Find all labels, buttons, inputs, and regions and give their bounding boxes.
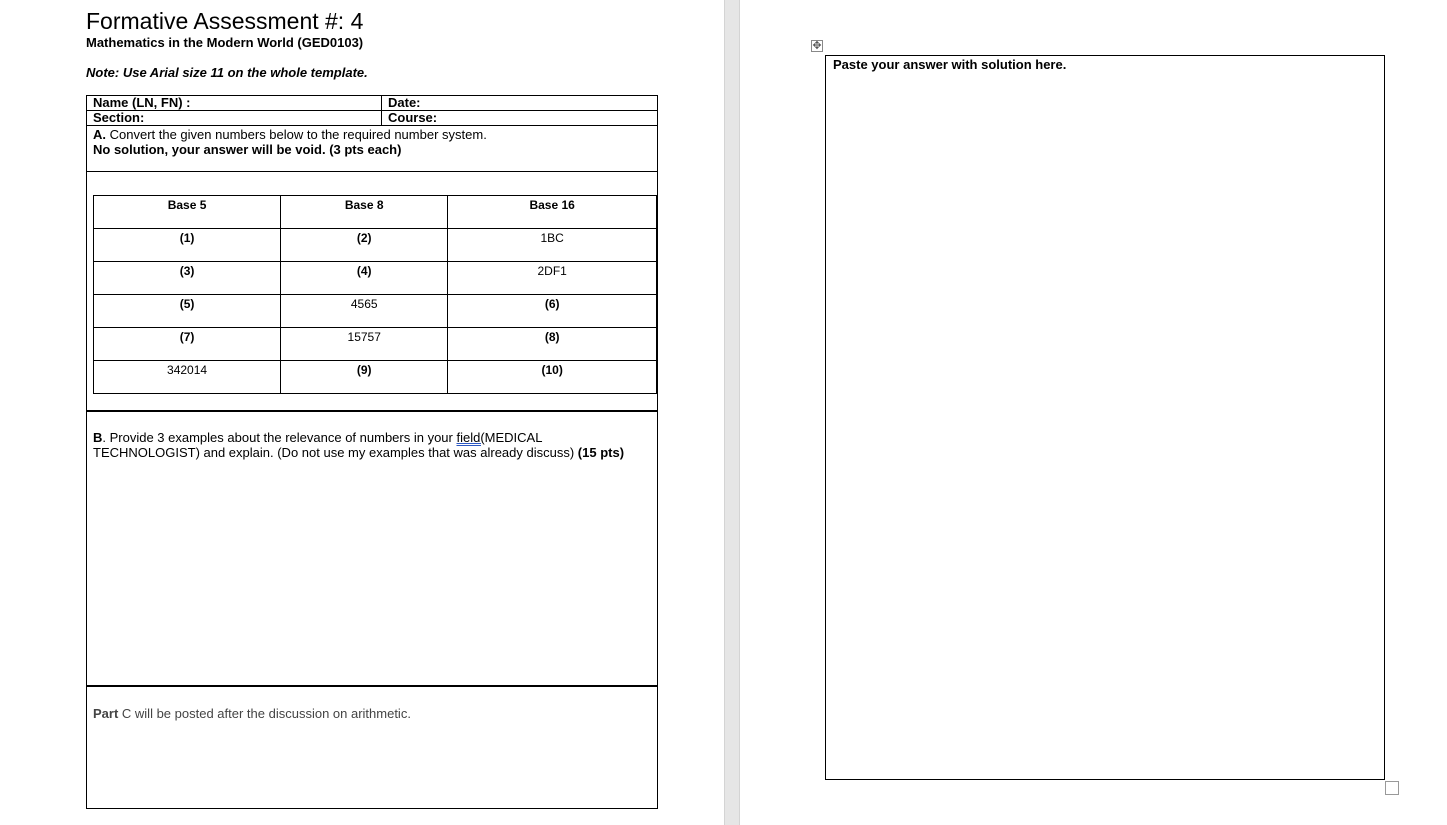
header-base8: Base 8 [281, 196, 448, 229]
table-cell[interactable]: 4565 [281, 295, 448, 328]
header-base16: Base 16 [448, 196, 657, 229]
header-base5: Base 5 [94, 196, 281, 229]
template-note: Note: Use Arial size 11 on the whole template. [86, 65, 368, 80]
part-c-note: Part C will be posted after the discussion on arithmetic. [93, 706, 411, 721]
table-cell[interactable]: (10) [448, 361, 657, 394]
table-row [94, 229, 657, 262]
answer-label: Paste your answer with solution here. [833, 57, 1067, 72]
table-row [94, 295, 657, 328]
table-cell[interactable]: (2) [281, 229, 448, 262]
page-gutter [724, 0, 740, 825]
student-info-table [86, 95, 658, 126]
table-row [94, 262, 657, 295]
spellcheck-underline: field( [456, 430, 485, 445]
table-cell[interactable]: (6) [448, 295, 657, 328]
move-handle-icon[interactable]: ✥ [812, 40, 822, 52]
part-a-rule: No solution, your answer will be void. (3 pts each) [93, 142, 402, 157]
table-row [94, 361, 657, 394]
part-b-section [86, 411, 658, 687]
table-header-row [94, 196, 657, 229]
course-field[interactable]: Course: [382, 111, 658, 126]
table-cell[interactable]: (1) [94, 229, 281, 262]
table-row [94, 328, 657, 361]
name-field[interactable]: Name (LN, FN) : [87, 96, 382, 111]
part-b-instruction[interactable]: B. Provide 3 examples about the relevance of numbers in your field(MEDICAL TECHNOLOGIST) and explain. (Do not use my examples that was already discuss) (15 pts) [93, 430, 625, 460]
table-cell[interactable]: (9) [281, 361, 448, 394]
part-a-divider [87, 171, 657, 172]
resize-handle-icon[interactable] [1385, 781, 1399, 795]
date-field[interactable]: Date: [382, 96, 658, 111]
part-c-section [86, 685, 658, 809]
part-a-instruction: A. Convert the given numbers below to the required number system. [93, 127, 487, 142]
course-subtitle: Mathematics in the Modern World (GED0103) [86, 35, 364, 50]
answer-box[interactable] [825, 55, 1385, 780]
table-cell[interactable]: 15757 [281, 328, 448, 361]
table-cell[interactable]: 2DF1 [448, 262, 657, 295]
page-title: Formative Assessment #: 4 [86, 8, 364, 34]
table-cell[interactable]: (8) [448, 328, 657, 361]
section-field[interactable]: Section: [87, 111, 382, 126]
table-cell[interactable]: (3) [94, 262, 281, 295]
table-cell[interactable]: (7) [94, 328, 281, 361]
table-cell[interactable]: 342014 [94, 361, 281, 394]
table-cell[interactable]: (4) [281, 262, 448, 295]
table-cell[interactable]: 1BC [448, 229, 657, 262]
table-cell[interactable]: (5) [94, 295, 281, 328]
part-a-section [86, 126, 658, 411]
conversion-table [93, 195, 657, 394]
